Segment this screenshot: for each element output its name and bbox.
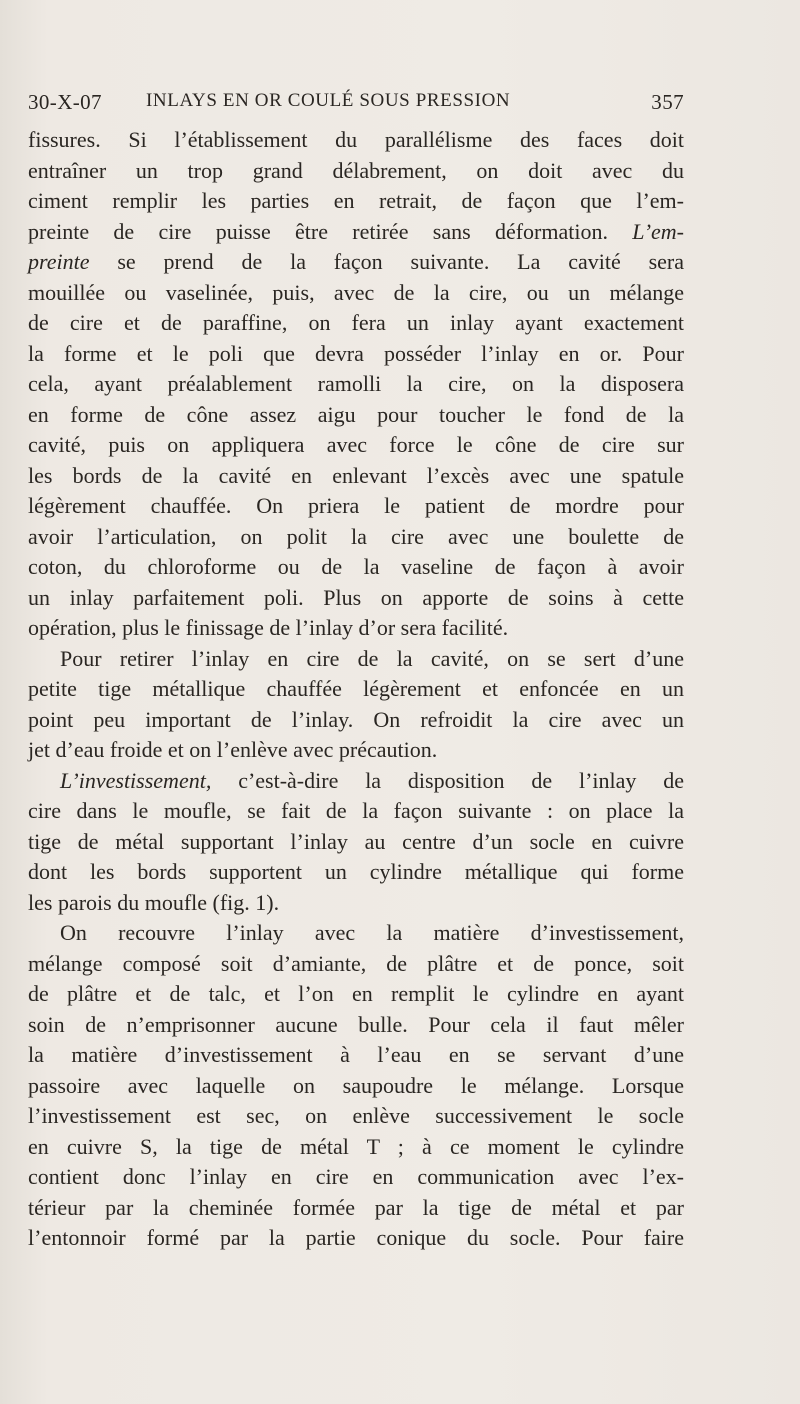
header-date: 30-X-07 — [28, 90, 102, 114]
text-line: On recouvre l’inlay avec la matière d’investissement, — [60, 920, 684, 945]
text-line: les parois du moufle (fig. 1). — [28, 889, 280, 915]
text-line: un inlay parfaitement poli. Plus on apporte de soins à cette — [28, 584, 684, 610]
text-line: mouillée ou vaselinée, puis, avec de la cire, ou un mélange — [28, 279, 684, 305]
header-title: INLAYS EN OR COULÉ SOUS PRESSION — [146, 90, 511, 111]
text-line: de plâtre et de talc, et l’on en remplit le cylindre en ayant — [28, 981, 684, 1006]
text-line: coton, du chloroforme ou de la vaseline de façon à avoir — [28, 554, 684, 579]
text-line — [28, 217, 684, 248]
text-line: cire dans le moufle, se fait de la façon suivante : on place la — [28, 798, 684, 823]
body-text — [28, 125, 684, 1254]
text-line: ciment remplir les parties en retrait, de façon que l’em- — [28, 188, 684, 213]
page-number: 357 — [651, 90, 684, 114]
text-line: passoire avec laquelle on saupoudre le mélange. Lorsque — [28, 1072, 684, 1098]
text-line: dont les bords supportent un cylindre métallique qui forme — [28, 859, 684, 884]
italic-term: L’em- — [632, 218, 685, 244]
text-line: en forme de cône assez aigu pour toucher le fond de la — [28, 401, 684, 427]
text-line: de cire et de paraffine, on fera un inlay ayant exactement — [28, 310, 684, 335]
text-line: tige de métal supportant l’inlay au centre d’un socle en cuivre — [28, 828, 684, 854]
text-span: c’est-à-dire la disposition de l’inlay de — [238, 767, 685, 793]
text-line: l’entonnoir formé par la partie conique du socle. Pour faire — [28, 1225, 684, 1250]
italic-term: L’investissement, — [60, 767, 212, 793]
text-line: contient donc l’inlay en cire en communication avec l’ex- — [28, 1164, 684, 1189]
italic-term: preinte — [28, 249, 90, 274]
text-line: soin de n’emprisonner aucune bulle. Pour cela il faut mêler — [28, 1011, 684, 1037]
text-line — [28, 247, 684, 278]
text-line: térieur par la cheminée formée par la tige de métal et par — [28, 1194, 684, 1220]
text-line: avoir l’articulation, on polit la cire avec une boulette de — [28, 523, 684, 549]
text-line: point peu important de l’inlay. On refroidit la cire avec un — [28, 706, 684, 732]
running-header — [28, 90, 684, 120]
text-line: cela, ayant préalablement ramolli la cire, on la disposera — [28, 371, 684, 396]
text-line: opération, plus le finissage de l’inlay d’or sera facilité. — [28, 615, 509, 640]
text-line: les bords de la cavité en enlevant l’excès avec une spatule — [28, 462, 684, 488]
text-line: petite tige métallique chauffée légèrement et enfoncée en un — [28, 676, 684, 701]
text-line: légèrement chauffée. On priera le patient de mordre pour — [28, 493, 684, 518]
text-line: en cuivre S, la tige de métal T ; à ce moment le cylindre — [28, 1133, 684, 1159]
text-line: jet d’eau froide et on l’enlève avec précaution. — [28, 737, 438, 762]
text-line: Pour retirer l’inlay en cire de la cavité, on se sert d’une — [60, 645, 684, 671]
text-line: l’investissement est sec, on enlève successivement le socle — [28, 1103, 684, 1128]
text-line: cavité, puis on appliquera avec force le cône de cire sur — [28, 432, 684, 457]
text-line: fissures. Si l’établissement du parallélisme des faces doit — [28, 127, 684, 152]
text-line: la matière d’investissement à l’eau en se servant d’une — [28, 1042, 684, 1067]
text-span: se prend de la façon suivante. La cavité sera — [117, 249, 685, 274]
text-line: mélange composé soit d’amiante, de plâtre et de ponce, soit — [28, 950, 684, 976]
text-span: preinte de cire puisse être retirée sans déformation. — [28, 218, 608, 244]
text-line: entraîner un trop grand délabrement, on doit avec du — [28, 157, 684, 183]
text-line — [28, 766, 684, 797]
text-line: la forme et le poli que devra posséder l’inlay en or. Pour — [28, 340, 684, 366]
